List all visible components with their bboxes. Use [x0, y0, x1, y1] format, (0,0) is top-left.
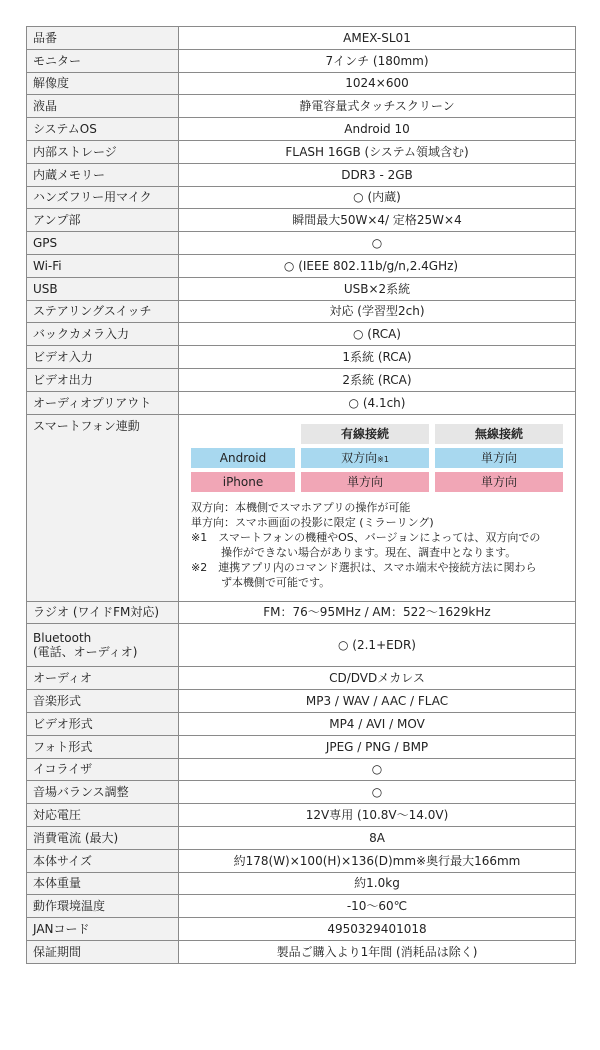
spec-label: ハンズフリー用マイク: [27, 186, 179, 209]
spec-row: [27, 232, 576, 255]
spec-row: [27, 323, 576, 346]
spec-row: [27, 601, 576, 624]
spec-label: バックカメラ入力: [27, 323, 179, 346]
grid-corner: [191, 424, 295, 444]
spec-value: ○ (IEEE 802.11b/g/n,2.4GHz): [179, 254, 576, 277]
wireless-header: 無線接続: [435, 424, 563, 444]
spec-label: モニター: [27, 49, 179, 72]
spec-value: ○ (RCA): [179, 323, 576, 346]
spec-label: 保証期間: [27, 940, 179, 963]
spec-label: システムOS: [27, 118, 179, 141]
note-bidirectional: 双方向：本機側でスマホアプリの操作が可能: [191, 500, 411, 514]
spec-row: [27, 163, 576, 186]
spec-row: [27, 186, 576, 209]
spec-row: [27, 690, 576, 713]
android-wired-value: 双方向: [341, 450, 378, 465]
spec-row: [27, 391, 576, 414]
spec-value: 7インチ (180mm): [179, 49, 576, 72]
spec-row: [27, 918, 576, 941]
note-2-line1: ※2 連携アプリ内のコマンド選択は、スマホ端末や接続方法に関わら: [191, 560, 537, 574]
smartphone-box: [179, 420, 575, 596]
spec-row: [27, 849, 576, 872]
spec-value: 静電容量式タッチスクリーン: [179, 95, 576, 118]
radio-label: ラジオ (ワイドFM対応): [27, 601, 179, 624]
spec-label: 消費電流 (最大): [27, 826, 179, 849]
spec-label: 品番: [27, 27, 179, 50]
spec-label: 音楽形式: [27, 690, 179, 713]
spec-value: JPEG / PNG / BMP: [179, 735, 576, 758]
spec-label: 動作環境温度: [27, 895, 179, 918]
bluetooth-label-line2: (電話、オーディオ): [33, 645, 138, 660]
spec-label: GPS: [27, 232, 179, 255]
spec-label: 本体重量: [27, 872, 179, 895]
connection-grid: [191, 424, 567, 492]
spec-row: [27, 118, 576, 141]
spec-row: [27, 781, 576, 804]
spec-label: 内部ストレージ: [27, 140, 179, 163]
spec-row: [27, 940, 576, 963]
spec-row: [27, 712, 576, 735]
spec-row: [27, 300, 576, 323]
wired-header: 有線接続: [301, 424, 429, 444]
android-wireless: 単方向: [435, 448, 563, 468]
spec-row: [27, 872, 576, 895]
spec-label: アンプ部: [27, 209, 179, 232]
spec-value: CD/DVDメカレス: [179, 667, 576, 690]
spec-value: 8A: [179, 826, 576, 849]
note-1-line2: 操作ができない場合があります。現在、調査中となります。: [221, 545, 517, 559]
spec-value: DDR3 - 2GB: [179, 163, 576, 186]
spec-row: [27, 758, 576, 781]
spec-label: 解像度: [27, 72, 179, 95]
spec-value: 瞬間最大50W×4/ 定格25W×4: [179, 209, 576, 232]
android-wired-note: ※1: [377, 454, 389, 464]
spec-value: MP3 / WAV / AAC / FLAC: [179, 690, 576, 713]
spec-value: 約178(W)×100(H)×136(D)mm※奥行最大166mm: [179, 849, 576, 872]
spec-label: ビデオ出力: [27, 368, 179, 391]
spec-label: USB: [27, 277, 179, 300]
note-1: [191, 530, 567, 560]
note-2: [191, 560, 567, 590]
spec-label: 対応電圧: [27, 804, 179, 827]
spec-row: [27, 277, 576, 300]
spec-value: ○: [179, 758, 576, 781]
spec-row: [27, 49, 576, 72]
spec-label: Wi-Fi: [27, 254, 179, 277]
spec-value: 1系統 (RCA): [179, 346, 576, 369]
spec-table: [26, 26, 576, 964]
spec-value: ○: [179, 781, 576, 804]
spec-row: [27, 254, 576, 277]
spec-value: MP4 / AVI / MOV: [179, 712, 576, 735]
note-2-line2: ず本機側で可能です。: [221, 575, 331, 589]
spec-label: ビデオ形式: [27, 712, 179, 735]
spec-row: [27, 667, 576, 690]
bluetooth-label: [27, 624, 179, 667]
spec-label: 本体サイズ: [27, 849, 179, 872]
spec-label: JANコード: [27, 918, 179, 941]
smartphone-label: スマートフォン連動: [27, 414, 179, 601]
spec-row: [27, 140, 576, 163]
android-wired: [301, 448, 429, 468]
spec-value: 製品ご購入より1年間 (消耗品は除く): [179, 940, 576, 963]
spec-value: 約1.0kg: [179, 872, 576, 895]
spec-value: ○: [179, 232, 576, 255]
smartphone-notes: [191, 500, 567, 590]
iphone-wireless: 単方向: [435, 472, 563, 492]
iphone-wired: 単方向: [301, 472, 429, 492]
spec-value: AMEX-SL01: [179, 27, 576, 50]
smartphone-detail: [179, 414, 576, 601]
spec-row: [27, 368, 576, 391]
spec-value: Android 10: [179, 118, 576, 141]
spec-row: [27, 72, 576, 95]
radio-value: FM：76〜95MHz / AM：522〜1629kHz: [179, 601, 576, 624]
spec-label: 液晶: [27, 95, 179, 118]
note-unidirectional: 単方向：スマホ画面の投影に限定 (ミラーリング): [191, 515, 434, 529]
spec-row: [27, 826, 576, 849]
bluetooth-value: ○ (2.1+EDR): [179, 624, 576, 667]
spec-value: FLASH 16GB (システム領域含む): [179, 140, 576, 163]
spec-value: ○ (4.1ch): [179, 391, 576, 414]
spec-label: オーディオ: [27, 667, 179, 690]
spec-value: ○ (内蔵): [179, 186, 576, 209]
spec-label: ステアリングスイッチ: [27, 300, 179, 323]
spec-value: 1024×600: [179, 72, 576, 95]
spec-label: フォト形式: [27, 735, 179, 758]
spec-row: [27, 735, 576, 758]
note-1-line1: ※1 スマートフォンの機種やOS、バージョンによっては、双方向での: [191, 530, 541, 544]
spec-label: 音場バランス調整: [27, 781, 179, 804]
spec-row: [27, 895, 576, 918]
spec-value: 4950329401018: [179, 918, 576, 941]
iphone-label: iPhone: [191, 472, 295, 492]
smartphone-row: [27, 414, 576, 601]
spec-row: [27, 95, 576, 118]
spec-label: ビデオ入力: [27, 346, 179, 369]
spec-value: 2系統 (RCA): [179, 368, 576, 391]
spec-row: [27, 346, 576, 369]
spec-value: 12V専用 (10.8V〜14.0V): [179, 804, 576, 827]
spec-label: オーディオプリアウト: [27, 391, 179, 414]
spec-label: 内蔵メモリー: [27, 163, 179, 186]
spec-value: -10〜60℃: [179, 895, 576, 918]
spec-value: USB×2系統: [179, 277, 576, 300]
spec-row: [27, 624, 576, 667]
spec-row: [27, 209, 576, 232]
spec-row: [27, 27, 576, 50]
android-label: Android: [191, 448, 295, 468]
spec-value: 対応 (学習型2ch): [179, 300, 576, 323]
spec-label: イコライザ: [27, 758, 179, 781]
spec-row: [27, 804, 576, 827]
bluetooth-label-line1: Bluetooth: [33, 631, 92, 646]
